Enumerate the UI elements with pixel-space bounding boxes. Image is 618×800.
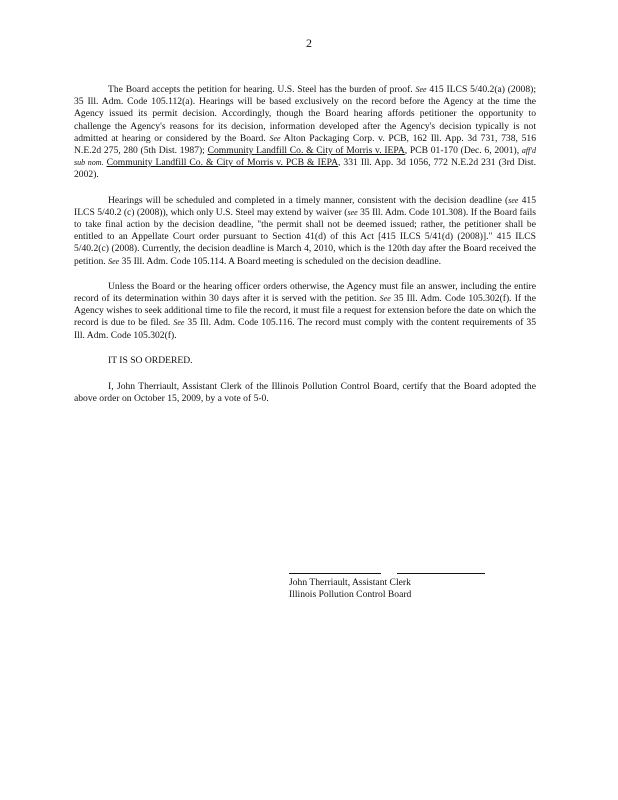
- text: Hearings will be scheduled and completed in a timely manner, consistent with the decision deadline (: [108, 194, 509, 206]
- paragraph-agency-answer: [74, 281, 536, 342]
- page-number: 2: [306, 36, 312, 50]
- text: , 331 Ill. App. 3d 1056, 772 N.E.2d 231 (3rd Dist. 2002).: [74, 157, 536, 181]
- text: 35 Ill. Adm. Code 105.114. A Board meeting is scheduled on the decision deadline.: [119, 255, 442, 267]
- citation-signal: See: [173, 318, 185, 328]
- text: 35 Ill. Adm. Code 101.308). If the Board fails to take final action by the decision deadline, "the permit shall not be deemed issued; rather, the petitioner shall be entitled to an Appellate Court order pursuant to Section 41(d) of this Act [415 ILCS 5/41(d) (2008)]." 415 ILCS 5/40.2(c) (2008). Currently, the decision deadline is March 4, 2010, which is the 120th day after the Board received the petition.: [74, 206, 536, 267]
- citation-signal: See: [379, 294, 391, 304]
- signature-line-segment: [289, 573, 381, 574]
- signature-line: [289, 573, 485, 575]
- order-body: [74, 84, 536, 405]
- text: Alton Packaging Corp. v. PCB, 162 Ill. App. 3d 731, 738, 516 N.E.2d 275, 280 (5th Dist. 1987);: [74, 132, 536, 157]
- citation-signal: aff'd sub nom.: [74, 146, 536, 168]
- text: 35 Ill. Adm. Code 105.116. The record must comply with the content requirements of 35 Ill. Adm. Code 105.302(f).: [74, 317, 536, 341]
- text: 415 ILCS 5/40.2(a) (2008); 35 Ill. Adm. Code 105.112(a). Hearings will be based exclusively on the record before the Agency at the time the Agency issued its permit decision. Accordingly, though the Board hearing affords petitioner the opportunity to challenge the Agency's reasons for its decision, information developed after the Agency's decision typically is not admitted at hearing or considered by the Board.: [74, 84, 536, 144]
- text: Unless the Board or the hearing officer orders otherwise, the Agency must file an answer, including the entire record of its determination within 30 days after it is served with the petition.: [74, 280, 536, 305]
- citation-signal: See: [415, 85, 427, 94]
- case-name: Community Landfill Co. & City of Morris v. PCB & IEPA: [106, 157, 338, 169]
- text: 415 ILCS 5/40.2 (c) (2008)), which only U.S. Steel may extend by waiver (: [74, 194, 536, 218]
- text: , PCB 01-170 (Dec. 6, 2001),: [404, 145, 522, 157]
- text: 35 Ill. Adm. Code 105.302(f). If the Agency wishes to seek additional time to file the record, it must file a request for extension before the date on which the record is due to be filed.: [74, 293, 536, 329]
- signature-block: [289, 577, 411, 602]
- signatory-organization: Illinois Pollution Control Board: [289, 589, 412, 601]
- case-name: Community Landfill Co. & City of Morris v. IEPA: [207, 145, 405, 157]
- text: The Board accepts the petition for hearing. U.S. Steel has the burden of proof.: [108, 84, 416, 95]
- clerk-certification: I, John Therriault, Assistant Clerk of the Illinois Pollution Control Board, certify that the Board adopted the above order on October 15, 2009, by a vote of 5-0.: [74, 381, 536, 405]
- citation-signal: see: [347, 207, 358, 217]
- so-ordered-line: IT IS SO ORDERED.: [108, 354, 193, 366]
- citation-signal: See: [269, 133, 281, 143]
- signatory-name-title: John Therriault, Assistant Clerk: [289, 577, 411, 588]
- citation-signal: See: [108, 256, 120, 266]
- paragraph-petition-accepted: [74, 84, 536, 182]
- citation-signal: see: [508, 195, 519, 205]
- signature-line-segment: [397, 573, 485, 574]
- paragraph-hearings-schedule: [74, 195, 536, 268]
